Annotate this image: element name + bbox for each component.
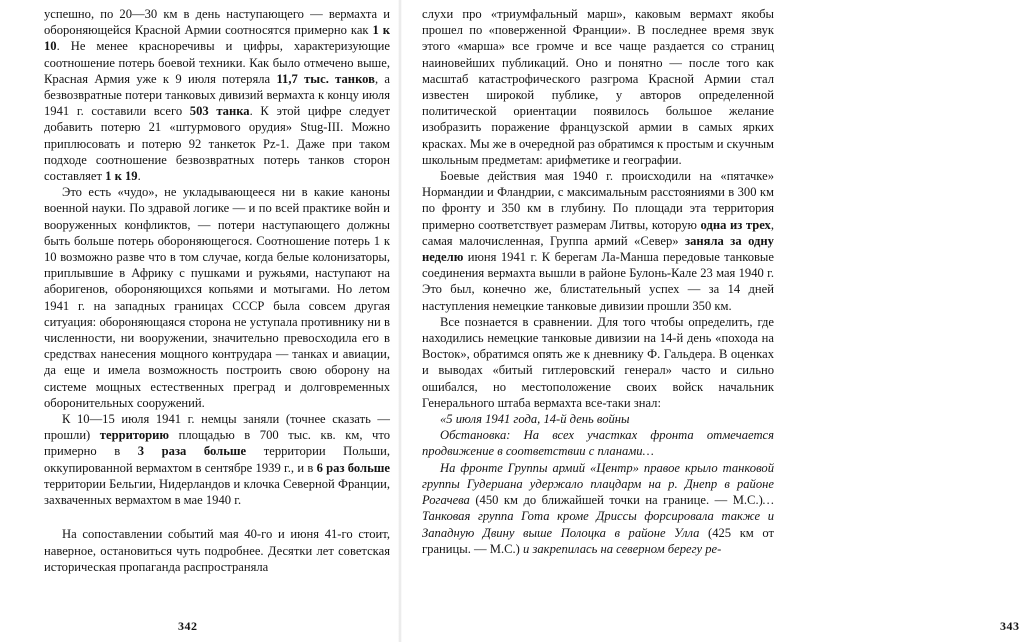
text-run: На фронте Группы армий «Центр» правое крыло танковой группы Гудериана удержало плацдарм на р. Днепр в районе Рогачева [422,460,774,508]
text-run: … Танковая группа Гота кроме Дриссы форсировала также и Западную Двину выше Полоцка в районе Улла [422,493,774,540]
paragraph [422,427,774,459]
right-page [400,0,1020,642]
text-run: . [137,169,141,184]
right-page-body [422,6,774,557]
left-page-body [44,6,390,575]
text-run: К 10—15 июля 1941 г. немцы заняли (точнее сказать — прошли) [44,412,390,443]
text-run: слухи про «триумфальный марш», каковым вермахт якобы прошел по «поверженной Франции». В последнее время звук этого «марша» все громче и все чаще раздается со страниц наиновейших публикаций. Оно и понятно — после того как масштаб катастрофического разгрома Красной Армии стал известен широкой публике, у авторов определенной политической ориентации появилось большое желание изобразить поражение французской армии в самых ярких красках. Мы же в очередной раз обратимся к простым и скучным школьным предметам: арифметике и географии. [422,7,774,167]
bold-text: 503 танка [189,104,250,119]
bold-text: 11,7 тыс. танков [276,71,375,86]
bold-text: территорию [99,428,170,443]
text-run: (450 км до ближайшей точки на границе. — М.С.) [475,493,763,508]
paragraph [422,168,774,314]
bold-text: 1 к 10 [44,23,390,54]
paragraph [44,526,390,575]
text-run: июня 1941 г. К берегам Ла-Манша передовые танковые соединения вермахта вышли в районе Булонь-Кале 23 мая 1940 г. Это был, конечно же, блистательный успех — за 14 дней наступления немецкие танковые дивизии прошли 350 км. [422,250,774,313]
text-run: успешно, по 20—30 км в день наступающего — вермахта и обороняющейся Красной Армии соотносятся примерно как [44,7,390,38]
text-run: , самая малочисленная, Группа армий «Север» [422,217,775,248]
text-run: территории Бельгии, Нидерландов и клочка Северной Франции, захваченных вермахтом в мае 1940 г. [44,476,390,508]
bold-text: заняла за одну неделю [422,233,774,265]
paragraph [44,6,390,184]
paragraph [44,411,390,508]
text-run: На сопоставлении событий мая 40-го и июня 41-го стоит, наверное, остановиться чуть подробнее. Десятки лет советская историческая пропаганда распространяла [44,527,390,574]
paragraph [422,314,774,411]
left-page [0,0,400,642]
paragraph [422,460,774,557]
page-number: 342 [178,619,198,633]
paragraph [44,184,390,411]
text-run: Боевые действия мая 1940 г. происходили на «пятачке» Нормандии и Фландрии, с максимальным расстояниями в 300 км по фронту и 350 км в глубину. По площади эта территория примерно соответствует размерам Литвы, которую [422,169,774,232]
bold-text: одна из трех [700,217,771,232]
text-run: . Не менее красноречивы и цифры, характеризующие соотношение потерь боевой техники. Как было отмечено выше, Красная Армия уже к 9 июля потеряла [44,39,390,86]
text-run: Все познается в сравнении. Для того чтобы определить, где находились немецкие танковые дивизии на 14-й день «похода на Восток», обратимся опять же к дневнику Ф. Гальдера. В оценках и выводах «битый гитлеровский генерал» часто и сильно ошибался, но местоположение своих войск начальник Генерального штаба вермахта все-таки знал: [422,314,774,410]
text-run: . К этой цифре следует добавить потерю 21 «штурмового орудия» Stug-III. Можно приплюсовать и потерю 92 танкеток Pz-1. Даже при таком подходе соотношение безвозвратных потерь танков сторон составляет [44,104,391,184]
text-run: «5 июля 1941 года, 14-й день войны [440,412,630,427]
text-run: , а безвозвратные потери танковых дивизий вермахта к концу июля 1941 г. составили всего [44,71,391,119]
bold-text: 3 раза больше [137,444,247,459]
text-run: площадью в 700 тыс. кв. км, что примерно в [44,428,390,459]
bold-text: 1 к 19 [105,169,138,184]
page-number: 343 [1000,619,1020,633]
text-run: территории Польши, оккупированной вермахтом в сентябре 1939 г., и в [44,444,390,475]
text-run: (425 км от границы. — М.С.) [422,525,775,556]
text-run: Обстановка: На всех участках фронта отмечается продвижение в соответствии с планами… [422,428,774,459]
paragraph [422,6,774,168]
text-run: Это есть «чудо», не укладывающееся ни в какие каноны военной науки. По здравой логике — и по всей практике войн и вооруженных конфликтов, — потери наступающего должны быть больше потерь обороняющегося. Соотношение потерь 1 к 10 возможно разве что в том случае, когда белые колонизаторы, приплывшие в Африку с пушками и ружьями, наступают на аборигенов, обороняющихся копьями и мотыгами. Но летом 1941 г. на западных границах СССР была совсем другая ситуация: обороняющаяся сторона не уступала противнику ни в численности, ни вооружении, значительно превосходила его в средствах нанесения мощного контрудара — танках и авиации, да еще и имела возможность построить свою оборону на системе мощных естественных преград и долговременных оборонительных сооружений. [44,185,390,410]
paragraph [422,411,774,427]
text-run: и закрепилась на северном берегу ре- [519,541,722,556]
bold-text: 6 раз больше [316,460,390,475]
